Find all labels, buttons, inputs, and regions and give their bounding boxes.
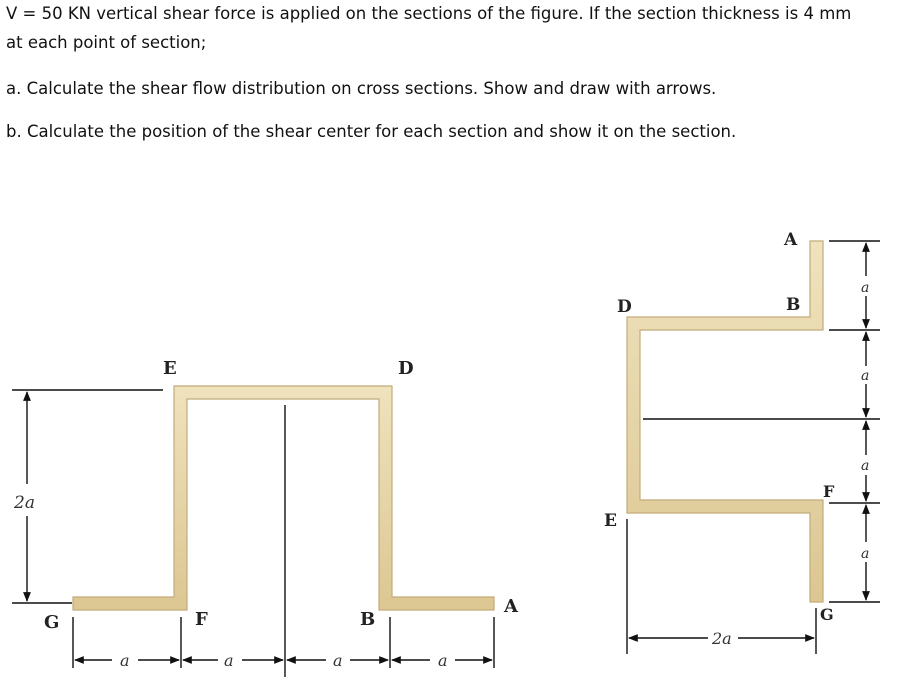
point-label-f: F [195, 609, 208, 630]
question-part-b: b. Calculate the position of the shear center for each section and show it on the section. [6, 122, 737, 141]
vdim-label-1: a [861, 280, 870, 296]
point-label-b: B [786, 295, 801, 315]
question-part-a: a. Calculate the shear flow distribution on cross sections. Show and draw with arrows. [6, 79, 717, 98]
width-dim-label-4: a [438, 651, 448, 670]
point-label-g: G [44, 612, 60, 633]
point-label-a: A [784, 230, 798, 250]
vdim-label-2: a [861, 368, 870, 384]
width-dim-label-1: a [120, 651, 130, 670]
width-dim-label-3: a [333, 651, 343, 670]
point-label-a: A [504, 596, 518, 617]
width-dim-label: 2a [712, 629, 732, 648]
hat-section-shape [73, 386, 494, 610]
point-label-e: E [604, 511, 617, 531]
problem-statement-line-2: at each point of section; [6, 33, 207, 52]
point-label-f: F [823, 482, 835, 501]
point-label-d: D [617, 297, 632, 317]
height-dim-label: 2a [14, 493, 35, 513]
figure-1-hat-section [12, 358, 519, 677]
vdim-label-4: a [861, 546, 870, 562]
point-label-e: E [163, 358, 177, 379]
width-dim-label-2: a [224, 651, 234, 670]
point-label-b: B [360, 609, 376, 630]
point-label-d: D [398, 358, 414, 379]
figure-2-stepped-section [604, 230, 880, 654]
problem-statement-line-1: V = 50 KN vertical shear force is applied on the sections of the figure. If the section thickness is 4 mm [6, 4, 852, 23]
vdim-label-3: a [861, 458, 870, 474]
point-label-g: G [820, 605, 834, 624]
